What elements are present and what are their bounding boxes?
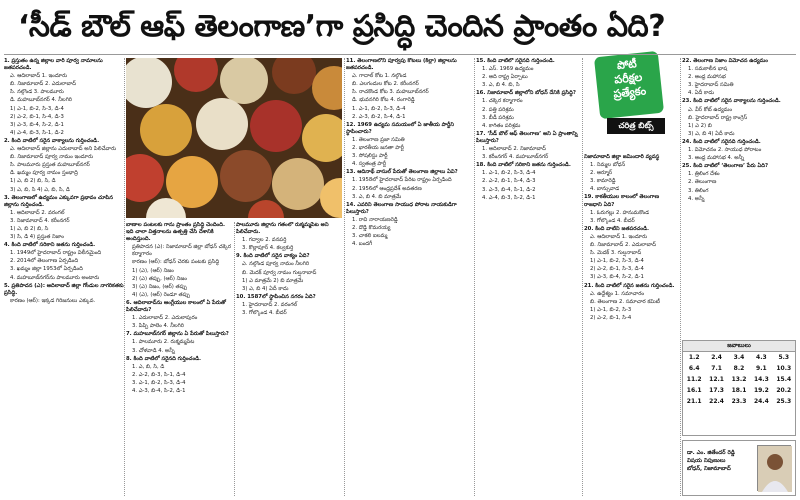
page-headline: ‘సీడ్ బౌల్ ఆఫ్ తెలంగాణ’గా ప్రసిద్ధి చెందిన ప్రాంతం ఏది? bbox=[18, 9, 666, 44]
answer-option: 3. ఎ-3, బి-4, సి-1, డి-2 bbox=[482, 186, 536, 193]
answer-cell: 14.3 bbox=[753, 376, 769, 383]
author-box bbox=[682, 440, 796, 496]
answer-option: 3) ఎ-3, బి-4, సి-2, డి-1 bbox=[590, 274, 644, 281]
answer-option: 4) ఎ-4, బి-3, సి-1, డి-2 bbox=[10, 129, 64, 136]
question-text: 13. ఆదినాథ్ వాసుల్ పేరుతో తెలంగాణ జిల్లాలు ఏవి? bbox=[346, 169, 458, 176]
answer-option: 3. పిప్పి పాలెం 4. నీలగిరి bbox=[132, 323, 184, 330]
answer-option: ఎ. ఉద్దేశ్యం 1. సమాచారం bbox=[590, 290, 645, 297]
answer-cell: 17.3 bbox=[709, 387, 724, 394]
column-rule bbox=[680, 58, 681, 496]
answer-option: 1) ఎ మాత్రమే 2) బి మాత్రమే bbox=[242, 277, 304, 284]
answer-option: కారణం (ఆర్): బోధన్ చెరకు పంటకు ప్రసిద్ధి bbox=[132, 259, 220, 266]
answer-option: 3. చాకలి ఐలమ్మ bbox=[352, 233, 388, 240]
question-text: నిజామాబాద్ జిల్లా జమీందారీ వ్యవస్థ bbox=[584, 154, 660, 160]
answer-option: 2. 1956లో ఆంధ్రప్రదేశ్ అవతరణ bbox=[352, 185, 422, 192]
column-7 bbox=[682, 58, 796, 338]
headline-rule bbox=[4, 54, 796, 55]
answer-option: 3) ఎ, బి 4) ఏదీ కాదు bbox=[688, 130, 735, 137]
answer-option: సి. రాచకొండ కోట 3. మహబూబ్‌నగర్ bbox=[352, 89, 429, 96]
answer-cell: 4.3 bbox=[756, 354, 767, 361]
answer-option: 4. ఎ-4, బి-3, సి-2, డి-1 bbox=[482, 194, 536, 201]
answer-option: 2) ఎ-2, బి-1, సి-4, డి-3 bbox=[10, 113, 64, 120]
answers-row bbox=[683, 396, 795, 407]
answer-option: 3. నిజామాబాద్ 4. కరీంనగర్ bbox=[10, 217, 70, 224]
answer-option: 3. బీడీ పరిశ్రమ bbox=[482, 114, 514, 121]
answer-cell: 24.4 bbox=[753, 398, 769, 405]
answer-option: 1) (ఎ), (ఆర్) నిజం bbox=[132, 267, 174, 274]
question-text: 18. కింది వాటిలో సరికాని జతను గుర్తించండి. bbox=[476, 162, 571, 169]
answer-option: బి. తెలంగాణ 2. సమాచార కమిటీ bbox=[590, 298, 660, 305]
answer-option: 3) ఎ, బి, సి 4) ఎ, బి, సి, డి bbox=[10, 186, 70, 193]
answer-option: 3. ఎ, బి 4. బి మాత్రమే bbox=[352, 193, 402, 200]
answer-cell: 19.2 bbox=[753, 387, 769, 394]
answers-row bbox=[683, 374, 795, 385]
answer-option: 1) ఎ-1, బి-2, సి-3, డి-4 bbox=[590, 258, 644, 265]
lentils-photo bbox=[126, 58, 342, 218]
answer-option: 2. 2014లో తెలంగాణ ఏర్పడింది bbox=[10, 258, 79, 265]
badge-line-3: ప్రత్యేకం bbox=[612, 84, 647, 101]
answer-option: ప్రతిపాదన (ఎ): నిజామాబాద్ జిల్లా బోధన్ చక్కెర కర్మాగారం bbox=[132, 244, 232, 258]
question-text: 10. 1587లో స్థాపించిన నగరం ఏది? bbox=[236, 293, 316, 300]
answer-option: 2. ఆర్మూర్ bbox=[590, 170, 613, 177]
answer-option: 3) (ఎ) నిజం, (ఆర్) తప్పు bbox=[132, 283, 187, 290]
badge-line-2: పరీక్షల bbox=[613, 70, 643, 87]
answer-option: 1. త్రిలింగ దేశం bbox=[688, 171, 720, 178]
question-text: బాణాల పంటలకు గాను ప్రాంతం ప్రసిద్ధి చెందింది. ఇది చాలా విత్తనాలను ఉత్పత్తి చేసి దేశానికి అందిస్తుంది. bbox=[126, 222, 225, 243]
question-text: 14. ఎవరిని తెలంగాణ సాయుధ పోరాట నాయకుడిగా పిలుస్తారు? bbox=[346, 201, 457, 215]
column-rule bbox=[234, 222, 235, 496]
answer-option: ఎ. నల్గొండ పూర్వ నామం నీలగిరి bbox=[242, 261, 310, 268]
answer-cell: 15.4 bbox=[776, 376, 792, 383]
answer-option: బి. మెదక్ పూర్వ నామం గుల్షనాబాద్ bbox=[242, 269, 317, 276]
answer-option: సి. నల్గొండ 3. పాలమూరు bbox=[10, 89, 64, 96]
question-text: 20. కింది వాటిని జతపరచండి. bbox=[584, 225, 650, 232]
answer-option: 3. తిలింగ bbox=[688, 187, 709, 194]
answer-option: 4. బందగీ bbox=[352, 241, 373, 248]
answer-option: 1. పాలమూరు 2. రుక్మమ్మపేట bbox=[132, 339, 195, 346]
question-text: 12. 1969 ఉద్యమ సమయంలో ఏ జాతీయ పార్టీని స్థాపించారు? bbox=[346, 121, 455, 135]
answer-option: డి. ఖమ్మం పూర్వ నామం స్తంభాద్రి bbox=[10, 170, 78, 177]
answer-option: 3. ఎ-1, బి-2, సి-3, డి-4 bbox=[132, 379, 186, 386]
answer-cell: 11.2 bbox=[686, 376, 702, 383]
answer-option: 3. ఆంధ్ర మహాసభ 4. అన్నీ bbox=[688, 155, 745, 162]
answer-option: 2. ఎ-3, బి-2, సి-4, డి-1 bbox=[352, 113, 406, 120]
answer-option: బి. నిజామాబాద్ 2. ఎదులాబాద్ bbox=[590, 242, 656, 249]
answer-cell: 21.1 bbox=[686, 398, 702, 405]
answer-option: బి. నిజామాబాద్ 2. ఎదులాబాద్ bbox=[10, 81, 76, 88]
question-text: 2. కింది వాటిలో సరైన వాక్యాలను గుర్తించండి. bbox=[4, 137, 100, 144]
answer-option: 1. 1949లో హైదరాబాద్ రాష్ట్రం విలీనమైంది bbox=[10, 250, 102, 257]
answer-option: ఎ. ఆదిలాబాద్ 1. ఇందూరు bbox=[10, 73, 68, 80]
answer-cell: 6.4 bbox=[688, 365, 700, 372]
answer-option: 3. సోషలిస్టు పార్టీ bbox=[352, 153, 388, 160]
answer-cell: 5.3 bbox=[778, 354, 790, 361]
column-6 bbox=[584, 154, 678, 496]
answer-option: బి. హైదరాబాద్ రాష్ట్ర కాంగ్రెస్ bbox=[688, 114, 748, 121]
answer-option: డి. భువనగిరి కోట 4. రంగారెడ్డి bbox=[352, 97, 415, 104]
answer-option: 2. ఎ-2, బి-1, సి-4, డి-3 bbox=[482, 178, 536, 185]
answer-cell: 25.3 bbox=[776, 398, 792, 405]
answer-option: ఎ. ఆదిలాబాద్ జిల్లాను ఎదులాబాద్ అని పిలిచేవారు bbox=[10, 146, 117, 153]
answer-option: 3) సి, డి 4) ప్రస్తుత నిజాం bbox=[10, 234, 64, 241]
answer-cell: 2.4 bbox=[711, 354, 722, 361]
answer-cell: 20.2 bbox=[776, 387, 792, 394]
answer-option: 3. ఖమ్మం జిల్లా 1953లో ఏర్పడింది bbox=[10, 266, 83, 273]
column-rule bbox=[124, 58, 125, 496]
question-text: 9. కింది వాటిలో సరైన వాక్యం ఏది? bbox=[236, 253, 310, 260]
answer-option: 1. ఎ-1, బి-2, సి-3, డి-4 bbox=[482, 170, 536, 177]
answer-cell: 8.2 bbox=[733, 365, 745, 372]
badge-line-1: పోటీ bbox=[616, 57, 638, 73]
answer-option: 4. మహబూబ్‌నగర్‌ను పాలమూరు అంటారు bbox=[10, 274, 100, 281]
answer-option: 2. భారతీయ జనతా పార్టీ bbox=[352, 145, 404, 152]
answer-cell: 1.2 bbox=[688, 354, 700, 361]
answer-option: సి. మెదక్ 3. గుల్షనాబాద్ bbox=[590, 250, 642, 257]
question-text: పాలమూరు జిల్లాను గతంలో రుక్మమ్మపేట అని పిలిచేవారు. bbox=[236, 222, 329, 236]
answer-option: 4. ఎ-3, బి-4, సి-2, డి-1 bbox=[132, 387, 186, 394]
answer-option: 1) ఎ-1, బి-2, సి-3 bbox=[590, 306, 632, 313]
answer-option: ఎ. ఆదిలాబాద్ 1. ఇందూరు bbox=[590, 233, 648, 240]
question-text: 7. మహబూబ్‌నగర్ జిల్లాను ఏ పేరుతో పిలుస్తారు? bbox=[126, 331, 229, 338]
question-text: 24. కింది వాటిలో సరైనది గుర్తించండి. bbox=[682, 138, 761, 145]
answer-option: 1. విమోచనం 2. సాయుధ పోరాటం bbox=[688, 147, 762, 154]
answers-row bbox=[683, 385, 795, 396]
answer-option: బి. నిజామాబాద్ పూర్వ నామం ఇందూరు bbox=[10, 154, 94, 161]
column-rule bbox=[344, 58, 345, 496]
answer-option: 1. రావి నారాయణరెడ్డి bbox=[352, 216, 398, 223]
answer-cell: 13.2 bbox=[731, 376, 747, 383]
special-badge bbox=[585, 52, 671, 152]
answer-option: 2. పత్తి పరిశ్రమ bbox=[482, 106, 514, 113]
question-text: 15. కింది వాటిలో సరైనది గుర్తించండి. bbox=[476, 58, 555, 64]
answer-cell: 22.4 bbox=[709, 398, 724, 405]
answer-option: 4. బాన్సువాడ bbox=[590, 186, 620, 193]
answer-option: 1. సమకాలీన భాష bbox=[688, 66, 728, 73]
answer-option: 3. చోళవాడి 4. అన్నీ bbox=[132, 347, 175, 354]
answer-option: 2. తెలుంగాణ bbox=[688, 179, 717, 186]
answer-option: కారణం (ఆర్): ఇక్కడ గిరిజనులు ఎక్కువ. bbox=[10, 297, 96, 304]
question-text: 8. కింది వాటిలో సరైనది గుర్తించండి. bbox=[126, 355, 202, 362]
answer-option: 3. ఎ, బి 4. బి, సి bbox=[482, 82, 520, 89]
answer-option: 1) ఎ-1, బి-2, సి-3, డి-4 bbox=[10, 105, 64, 112]
answer-option: 3. కరీంనగర్ 4. మహబూబ్‌నగర్ bbox=[482, 154, 549, 161]
answer-option: 1. ఆదిలాబాద్ 2. నిజామాబాద్ bbox=[482, 146, 546, 153]
answer-option: 3. కామారెడ్డి bbox=[590, 178, 616, 185]
answers-row bbox=[683, 363, 795, 374]
question-text: 1. ప్రస్తుతం ఉన్న జిల్లాల వారీ పూర్వ నామాలను జతపరచండి. bbox=[4, 58, 103, 72]
answer-option: 1) ఎ, బి 2) బి, సి bbox=[10, 225, 49, 232]
answer-option: 2. ఆది రాష్ట్ర ఏర్పాటు bbox=[482, 74, 528, 81]
answer-option: 3. గోల్కొండ 4. బీదర్ bbox=[590, 217, 635, 224]
answer-option: 1) ఎ, బి 2) బి, సి, డి bbox=[10, 178, 56, 185]
column-5 bbox=[476, 58, 580, 496]
column-rule bbox=[474, 58, 475, 496]
answer-option: ఎ. గాదాల్ కోట 1. నల్గొండ bbox=[352, 73, 407, 80]
answer-option: 3. కొల్లాపూర్ 4. కల్వకుర్తి bbox=[242, 245, 294, 252]
question-text: 17. ‘సీడ్ బౌల్ ఆఫ్ తెలంగాణ’ అని ఏ ప్రాంతాన్ని పిలుస్తారు? bbox=[476, 130, 578, 144]
badge-green-box bbox=[594, 51, 664, 119]
answers-title: జవాబులు bbox=[683, 341, 795, 352]
column-3 bbox=[236, 222, 342, 496]
answer-option: 4. స్వతంత్ర పార్టీ bbox=[352, 161, 387, 168]
author-role: విషయ నిపుణులు bbox=[687, 458, 726, 464]
answers-row bbox=[683, 352, 795, 363]
answer-option: 3. హైదరాబాద్ సమితి bbox=[688, 82, 734, 89]
answer-option: 1) ఎ 2) బి bbox=[688, 122, 712, 129]
answer-option: 1. ఆదిలాబాద్ 2. వరంగల్ bbox=[10, 209, 65, 216]
answer-cell: 9.1 bbox=[756, 365, 767, 372]
column-1 bbox=[4, 58, 124, 496]
answer-option: 3) ఎ-3, బి-4, సి-2, డి-1 bbox=[10, 121, 64, 128]
badge-strip: చరిత్ర బిట్స్ bbox=[607, 118, 665, 134]
answer-cell: 12.1 bbox=[709, 376, 724, 383]
answer-option: 1. 1958లో హైదరాబాద్ పేరిట రాష్ట్రం ఏర్పడింది bbox=[352, 177, 452, 184]
answer-option: 2) (ఎ) తప్పు, (ఆర్) నిజం bbox=[132, 275, 187, 282]
answer-option: 4. కాగితం పరిశ్రమ bbox=[482, 122, 521, 129]
answer-option: 1. ఎ, బి, సి, డి bbox=[132, 363, 165, 370]
question-text: 22. తెలంగాణ నిజాం విమోచన ఉద్యమం bbox=[682, 58, 768, 64]
answer-option: 4) (ఎ), (ఆర్) రెండూ తప్పు bbox=[132, 291, 190, 298]
question-text: 11. తెలంగాణలోని పూర్వపు కోటలు (కిల్లా) జిల్లాలను జతపరచండి. bbox=[346, 58, 457, 72]
answer-option: 1. ఎ-1, బి-2, సి-3, డి-4 bbox=[352, 105, 406, 112]
answer-option: 2) ఎ-2, బి-1, సి-4 bbox=[590, 314, 632, 321]
answer-cell: 16.1 bbox=[686, 387, 702, 394]
answer-option: 1. గద్వాల 2. వనపర్తి bbox=[242, 237, 287, 244]
column-rule bbox=[582, 58, 583, 496]
author-name: డా. ఎం. జితేందర్ రెడ్డి bbox=[687, 450, 735, 456]
answer-option: 2) ఎ-2, బి-1, సి-3, డి-4 bbox=[590, 266, 644, 273]
question-text: 23. కింది వాటిలో సరైన వాక్యాలను గుర్తించండి. bbox=[682, 98, 781, 105]
question-text: 3. తెలంగాణలో ఉద్యమం ఎక్కువగా ప్రభావం చూపిన జిల్లాను గుర్తించండి. bbox=[4, 194, 113, 208]
answer-option: ఎ. వీర్ కోట్ ఉద్యమం bbox=[688, 106, 733, 113]
column-2 bbox=[126, 222, 232, 496]
answer-cell: 18.1 bbox=[731, 387, 747, 394]
answer-option: 1. ఎదులాబాద్ 2. ఎదులాపురం bbox=[132, 315, 198, 322]
answer-option: 1. ఓరుగల్లు 2. హనుమకొండ bbox=[590, 209, 650, 216]
answer-option: 1. నిమ్మల బోధన్ bbox=[590, 162, 626, 169]
answer-option: డి. మహబూబ్‌నగర్ 4. నీలగిరి bbox=[10, 97, 72, 104]
question-text: 16. నిజామాబాద్ జిల్లాలోని బోధన్ దేనికి ప్రసిద్ధి? bbox=[476, 90, 576, 97]
column-4 bbox=[346, 58, 472, 496]
answer-option: 1. తెలంగాణ ప్రజా సమితి bbox=[352, 136, 405, 143]
question-text: 25. కింది వాటిలో ‘తెలంగాణ’ పేరు ఏది? bbox=[682, 163, 769, 170]
answer-cell: 3.4 bbox=[733, 354, 745, 361]
answer-cell: 23.3 bbox=[731, 398, 747, 405]
author-photo bbox=[757, 445, 791, 491]
author-place: బోధన్, నిజామాబాద్ bbox=[687, 466, 731, 472]
answer-option: 2. ఆంధ్ర మహాసభ bbox=[688, 74, 726, 81]
question-text: 5. ప్రతిపాదన (ఎ): ఆదిలాబాద్ జిల్లా గోండుల నాగరికతకు ప్రసిద్ధి. bbox=[4, 282, 124, 296]
question-text: 19. కాకతీయుల కాలంలో తెలంగాణ రాజధాని ఏది? bbox=[584, 194, 660, 208]
answer-option: 2. దొడ్డి కొమరయ్య bbox=[352, 224, 391, 231]
answer-option: 4. ఏదీ కాదు bbox=[688, 90, 715, 97]
answer-option: 1. ఎస్. 1969 ఉద్యమం bbox=[482, 66, 534, 73]
answers-table bbox=[682, 340, 796, 436]
question-text: 6. ఆదిలాబాద్‌ను ఆంగ్లేయుల కాలంలో ఏ పేరుతో పిలిచేవారు? bbox=[126, 299, 226, 314]
question-text: 4. కింది వాటిలో సరికాని జతను గుర్తించండి. bbox=[4, 242, 96, 249]
answer-option: సి. పాలమూరు ప్రస్తుత మహబూబ్‌నగర్ bbox=[10, 162, 90, 169]
answer-option: 1. హైదరాబాద్ 2. వరంగల్ bbox=[242, 301, 298, 308]
answer-option: 3) ఎ, బి 4) ఏదీ కాదు bbox=[242, 285, 289, 292]
answer-option: 2. ఎ-2, బి-3, సి-1, డి-4 bbox=[132, 371, 186, 378]
answer-cell: 10.3 bbox=[776, 365, 792, 372]
answer-option: బి. ఎలగందుల కోట 2. కరీంనగర్ bbox=[352, 81, 419, 88]
question-text: 21. కింది వాటిలో సరైన జతను గుర్తించండి. bbox=[584, 282, 675, 289]
answer-option: 1. చక్కెర కర్మాగారం bbox=[482, 98, 523, 105]
answer-option: 3. గోల్కొండ 4. బీదర్ bbox=[242, 310, 287, 317]
answer-option: 4. అన్నీ bbox=[688, 195, 705, 202]
answer-cell: 7.1 bbox=[711, 365, 722, 372]
